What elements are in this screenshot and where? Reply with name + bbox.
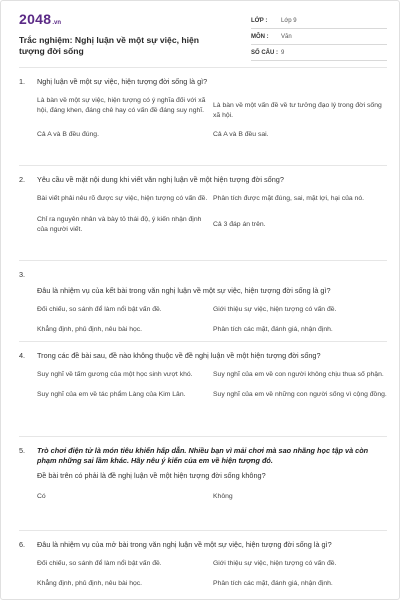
logo-text: 2048 — [19, 11, 52, 27]
option-c[interactable]: Suy nghĩ của em về tác phẩm Làng của Kim Lân. — [37, 391, 186, 398]
meta-row-class — [251, 13, 387, 29]
option-a[interactable]: Bài viết phải nêu rõ được sự việc, hiện tượng có vấn đề. — [37, 195, 208, 202]
question-1 — [19, 67, 387, 165]
meta-key: SỐ CÂU : — [251, 49, 278, 56]
option-b[interactable]: Giới thiệu sự việc, hiện tượng có vấn đề. — [213, 560, 337, 567]
page-header — [1, 1, 399, 67]
meta-value: Lớp 9 — [281, 17, 297, 24]
question-line — [19, 77, 387, 87]
option-c[interactable]: Chỉ ra nguyên nhân và bày tỏ thái độ, ý kiến nhận định của người viết. — [37, 216, 202, 233]
options-grid — [19, 96, 387, 140]
options-grid — [19, 370, 387, 400]
question-text: Yêu cầu về mặt nội dung khi viết văn nghị luận về một hiện tượng đời sống? — [37, 175, 284, 184]
question-3 — [19, 260, 387, 341]
meta-row-subject — [251, 29, 387, 45]
option-a[interactable]: Là bàn về một sự việc, hiện tượng có ý nghĩa đối với xã hội, đáng khen, đáng chê hay có vấn đề đáng suy nghĩ. — [37, 97, 206, 114]
question-6 — [19, 530, 387, 600]
meta-key: MÔN : — [251, 33, 269, 40]
options-grid — [19, 194, 387, 235]
options-grid — [19, 492, 387, 502]
option-d[interactable]: Cả A và B đều sai. — [213, 131, 269, 138]
option-c[interactable]: Cả A và B đều đúng. — [37, 131, 99, 138]
question-number: 6. — [19, 540, 26, 549]
question-2 — [19, 165, 387, 260]
question-number: 4. — [19, 351, 26, 360]
option-d[interactable]: Suy nghĩ của em về những con người sống vì cộng đồng. — [213, 391, 387, 398]
question-4 — [19, 341, 387, 436]
option-c[interactable]: Khẳng định, phủ định, nêu bài học. — [37, 580, 143, 587]
option-b[interactable]: Phân tích được mặt đúng, sai, mặt lợi, hại của nó. — [213, 195, 364, 202]
logo-suffix: .vn — [52, 20, 62, 26]
question-number: 3. — [19, 270, 26, 279]
question-text: Đâu là nhiệm vụ của mở bài trong văn nghị luận về một sự việc, hiện tượng đời sống là gì? — [37, 540, 332, 549]
options-grid — [19, 305, 387, 335]
quiz-meta — [251, 13, 387, 61]
option-a[interactable]: Có — [37, 493, 46, 500]
option-b[interactable]: Suy nghĩ của em về con người không chịu thua số phận. — [213, 371, 384, 378]
meta-value: 9 — [281, 49, 285, 56]
option-a[interactable]: Đối chiếu, so sánh để làm nổi bật vấn đề. — [37, 306, 162, 313]
option-d[interactable]: Phân tích các mặt, đánh giá, nhận định. — [213, 326, 333, 333]
question-text: Nghị luận về một sự việc, hiện tượng đời sống là gì? — [37, 77, 208, 86]
meta-value: Văn — [281, 33, 292, 40]
options-grid — [19, 559, 387, 589]
option-b[interactable]: Là bàn về một vấn đề về tư tưởng đạo lý trong đời sống xã hội. — [213, 102, 382, 119]
question-list — [1, 67, 399, 600]
meta-key: LỚP : — [251, 17, 268, 24]
question-intro: Trò chơi điện tử là món tiêu khiển hấp dẫn. Nhiều bạn vì mải chơi mà sao nhãng học tập và còn phạm những sai lầm khác. Hãy nêu ý kiến của em về hiện tượng đó. — [37, 446, 369, 465]
question-line — [19, 175, 387, 185]
option-a[interactable]: Đối chiếu, so sánh để làm nổi bật vấn đề. — [37, 560, 162, 567]
quiz-title: Trắc nghiệm: Nghị luận về một sự việc, hiện tượng đời sống — [19, 35, 200, 56]
option-c[interactable]: Khẳng định, phủ định, nêu bài học. — [37, 326, 143, 333]
question-text: Trong các đề bài sau, đề nào không thuộc về đề nghị luận về một hiện tượng đời sống? — [37, 351, 321, 360]
question-text: Đề bài trên có phải là đề nghị luận về một hiện tượng đời sống không? — [37, 471, 266, 480]
question-number: 1. — [19, 77, 26, 86]
question-number: 2. — [19, 175, 26, 184]
option-b[interactable]: Không — [213, 493, 233, 500]
option-d[interactable]: Phân tích các mặt, đánh giá, nhận định. — [213, 580, 333, 587]
question-text: Đâu là nhiệm vụ của kết bài trong văn nghị luận về một sự việc, hiện tượng đời sống là gì? — [37, 286, 331, 295]
option-d[interactable]: Cả 3 đáp án trên. — [213, 221, 266, 228]
question-number: 5. — [19, 446, 26, 455]
meta-row-count — [251, 45, 387, 61]
question-line — [19, 446, 387, 466]
option-a[interactable]: Suy nghĩ về tấm gương của một học sinh vượt khó. — [37, 371, 193, 378]
question-line — [19, 351, 387, 361]
option-b[interactable]: Giới thiệu sự việc, hiện tượng có vấn đề. — [213, 306, 337, 313]
question-5 — [19, 436, 387, 530]
question-line — [19, 540, 387, 550]
